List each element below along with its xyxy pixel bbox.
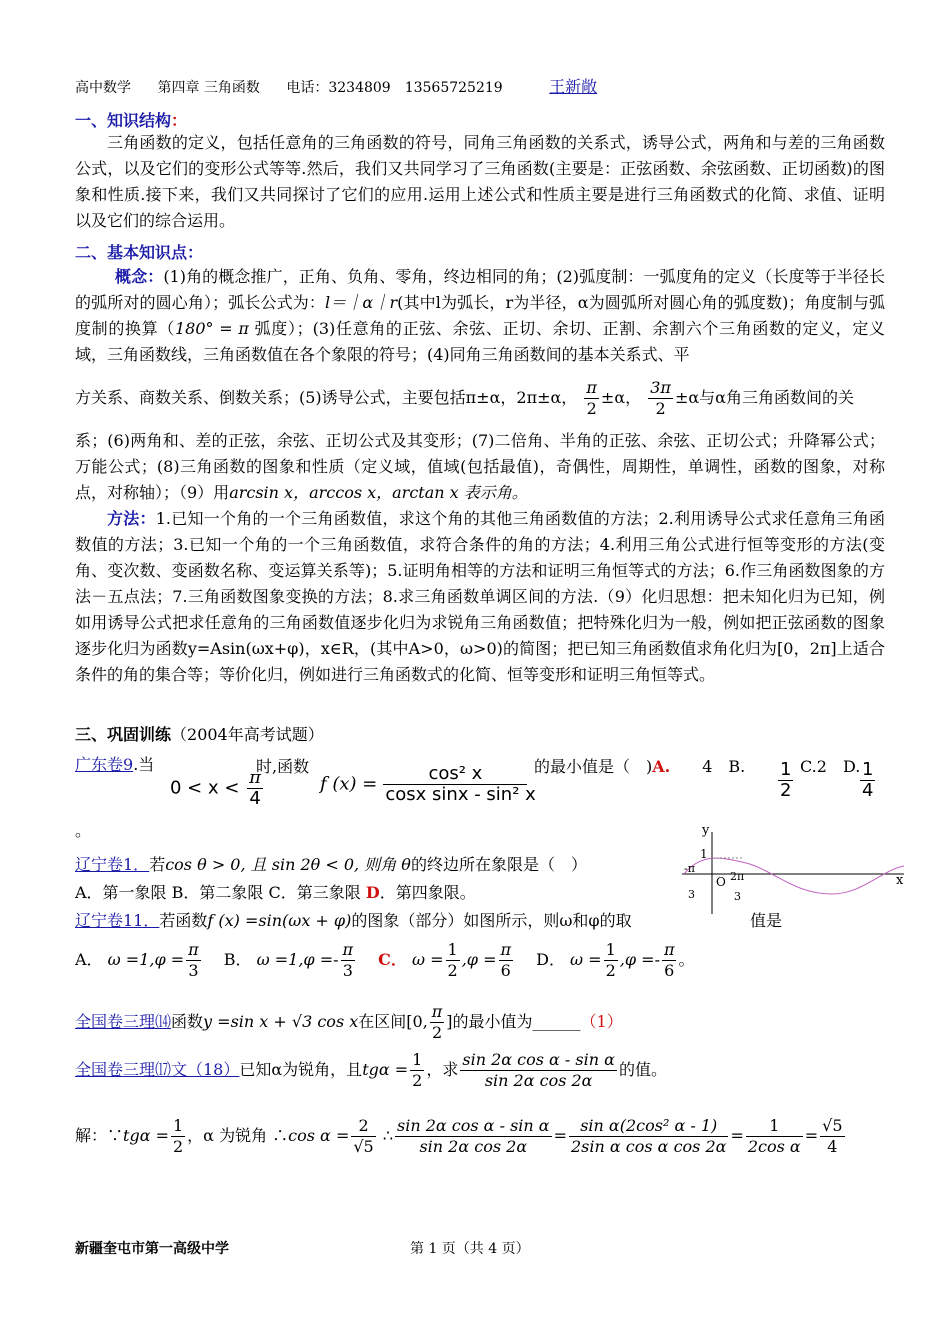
footer-school: 新疆奎屯市第一高级中学 <box>75 1241 229 1257</box>
problem-national-17: 全国卷三理⒄文（18）已知α为锐角，且tgα = $\frac{1}{2}$ ，求 $\frac{\text{sin 2α cos α - sin α}}{\text{sin 2α cos 2α}}$ 的值。 <box>75 1050 667 1090</box>
solution: 解：∵tgα = $\frac{1}{2}$ ，α 为锐角 ∴cos α = $\frac{2}{√5}$ ∴ $\frac{\text{sin 2α cos α - sin α}}{\text{sin 2α cos 2α}}$ = $\frac{\text{sin α(2cos² α - 1)}}{\text{2sin α cos α cos 2α}}$ = $\frac{1}{\text{2cos α}}$ = $\frac{√5}{4}$ <box>75 1116 843 1156</box>
header-phone: 电话：3234809 13565725219 <box>286 80 503 96</box>
section-title-1: 一、知识结构： <box>75 111 188 130</box>
y-axis-label: y <box>702 823 710 838</box>
gd-question: 的最小值是（ )A. 4 B. <box>534 757 746 776</box>
gd-function: f (x) = $\frac{\text{cos² x}}{\text{cosx sinx - sin² x}}$ <box>320 763 536 805</box>
ln11-question-end: 值是 <box>750 911 783 930</box>
paragraph-structure: 三角函数的定义，包括任意角的三角函数的符号，同角三角函数的关系式，诱导公式，两角和与差的三角函数公式，以及它们的变形公式等等.然后，我们又共同学习了三角函数(主要是：正弦函数、余弦函数、正切函数)的图象和性质.接下来，我们又共同探讨了它们的应用.运用上述公式和性质主要是进行三角函数式的化简、求值、证明以及它们的综合运用。 <box>75 133 885 230</box>
footer-page-number: 第 1 页（共 4 页） <box>410 1241 530 1257</box>
problem-national-14: 全国卷三理⒁函数y =sin x + √3 cos x在区间[0, $\frac{\pi}{2}$ ]的最小值为______（1） <box>75 1002 623 1042</box>
ln1-options: A．第一象限 B．第二象限 C．第三象限 D．第四象限。 <box>75 883 476 902</box>
gd-condition: 0 < x < $\frac{\pi}{4}$ <box>170 767 261 809</box>
gd-func-label: 时,函数 <box>256 757 310 776</box>
header-subject: 高中数学 <box>75 80 131 96</box>
header-chapter: 第四章 三角函数 <box>157 80 260 96</box>
fraction-pi-over-2: $\frac{\pi}{2}$ <box>586 378 597 418</box>
link-guangdong[interactable]: 广东卷9 <box>75 755 134 774</box>
link-national-17[interactable]: 全国卷三理⒄文（18） <box>75 1060 240 1079</box>
two-pi-denom: 3 <box>734 890 741 903</box>
header-author-link[interactable]: 王新敞 <box>549 77 598 96</box>
one-label: 1 <box>700 847 708 861</box>
link-liaoning-11[interactable]: 辽宁卷11． <box>75 911 160 930</box>
paragraph-concepts-cont: 系；(6)两角和、差的正弦，余弦、正切公式及其变形；(7)二倍角、半角的正弦、余弦、正切公式；升降幂公式；万能公式；(8)三角函数的图象和性质（定义域，值域(包括最值)，奇偶性，周期性，单调性，函数的图象，对称点，对称轴）；（9）用arcsin x，arccos x，arctan x 表示角。 <box>75 431 885 502</box>
paragraph-concepts: 概念：(1)角的概念推广，正角、负角、零角，终边相同的角；(2)弧度制：一弧度角的定义（长度等于半径长的弧所对的圆心角）；弧长公式为：l＝｜α｜r(其中l为弧长，r为半径，α为圆弧所对圆心角的弧度数)；角度制与弧度制的换算（180° = π 弧度）；(3)任意角的正弦、余弦、正切、余切、正割、余割六个三角函数的定义，定义域，三角函数线，三角函数值在各个象限的符号；(4)同角三角函数间的基本关系式、平 <box>75 267 885 364</box>
neg-pi-label: -π <box>684 862 695 875</box>
problem-liaoning-11: 辽宁卷11．若函数f (x) =sin(ωx + φ)的图象（部分）如图所示，则ω和φ的取 <box>75 911 632 930</box>
link-liaoning-1[interactable]: 辽宁卷1． <box>75 855 150 874</box>
problem-liaoning-1: 辽宁卷1．若cos θ > 0, 且 sin 2θ < 0, 则角 θ的终边所在象限是（ ） <box>75 855 587 874</box>
paragraph-methods: 方法：1.已知一个角的一个三角函数值，求这个角的其他三角函数值的方法；2.利用诱导公式求任意角三角函数值的方法；3.已知一个角的一个三角函数值，求符合条件的角的方法；4.利用三角公式进行恒等变形的方法(变角、变次数、变函数名称、变运算关系等)；5.证明角相等的方法和证明三角恒等式的方法；6.作三角函数图象的方法－五点法；7.三角函数图象变换的方法；8.求三角函数单调区间的方法.（9）化归思想：把未知化归为已知，例如用诱导公式把求任意角的三角函数值逐步化归为求锐角三角函数值；把特殊化归为一般，例如把正弦函数的图象逐步化归为函数y=Asin(ωx+φ)，x∈R，(其中A>0，ω>0)的简图；把已知三角函数值求角化归为[0，2π]上适合条件的角的集合等；等价化归，例如进行三角函数式的化简、恒等变形和证明三角恒等式。 <box>75 509 885 684</box>
x-axis-label: x <box>896 873 904 888</box>
gd-option-b: $\frac{1}{2}$ <box>780 759 792 801</box>
gd-end-mark: 。 <box>75 821 92 840</box>
origin-label: O <box>716 875 726 889</box>
ln11-options: A． ω =1,φ = $\frac{\pi}{3}$ B． ω =1,φ =- $\frac{\pi}{3}$ C． ω = $\frac{1}{2}$ ,φ = $\frac{\pi}{6}$ D． ω = $\frac{1}{2}$ ,φ =- $\frac{\pi}{6}$ 。 <box>75 940 695 980</box>
gd-option-d: $\frac{1}{4}$ <box>862 759 874 801</box>
section-title-3: 三、巩固训练（2004年高考试题） <box>75 725 324 744</box>
fraction-3pi-over-2: $\frac{3\pi}{2}$ <box>650 378 671 418</box>
link-national-14[interactable]: 全国卷三理⒁ <box>75 1012 172 1031</box>
gd-option-c: C.2 D. <box>800 757 861 776</box>
paragraph-induction: 方关系、商数关系、倒数关系；(5)诱导公式，主要包括π±α，2π±α， $\frac{\pi}{2}$ ±α， $\frac{3\pi}{2}$ ±α与α角三角函数间的关 <box>75 378 854 418</box>
page-header <box>75 74 619 97</box>
sine-graph <box>672 822 912 914</box>
neg-pi-denom: 3 <box>688 888 695 901</box>
page-footer <box>75 1238 885 1258</box>
two-pi-label: 2π <box>730 870 745 883</box>
problem-guangdong: 广东卷9.当 <box>75 755 155 774</box>
section-title-2: 二、基本知识点： <box>75 243 204 262</box>
